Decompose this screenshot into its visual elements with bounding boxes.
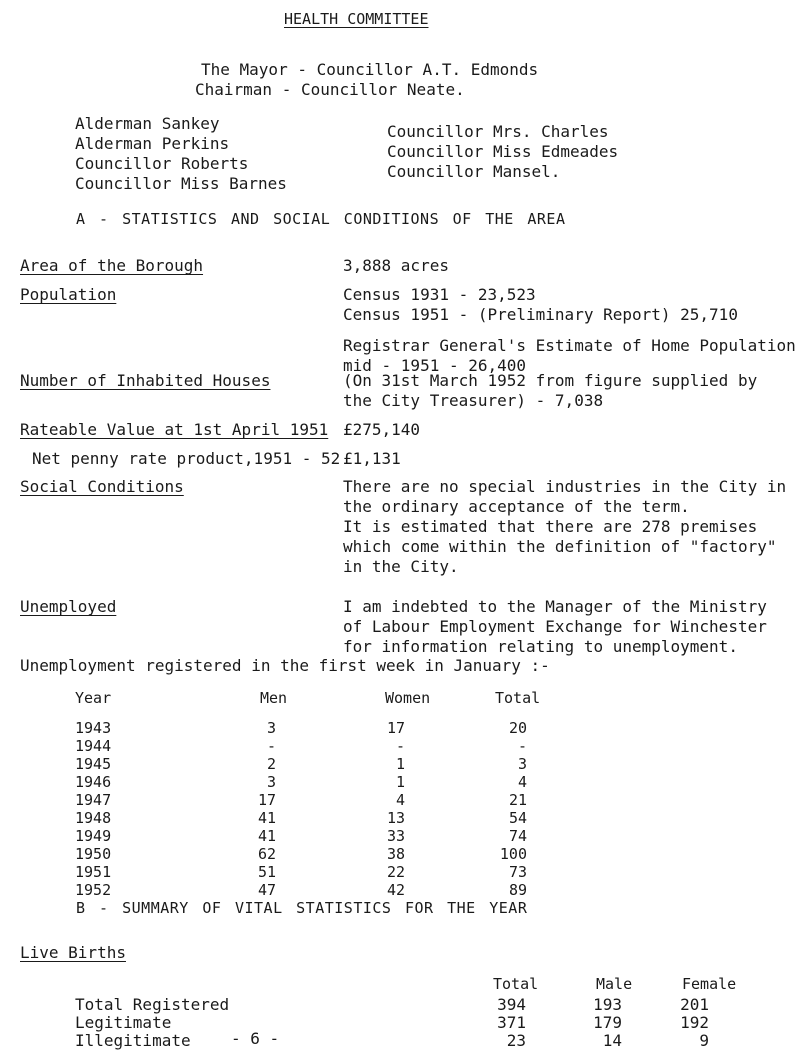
column-header: Men xyxy=(260,689,288,707)
houses-details xyxy=(343,371,757,411)
table-cell: 394 xyxy=(497,995,526,1014)
table-cell: 20 xyxy=(508,719,527,737)
social-line: It is estimated that there are 278 premises xyxy=(343,517,758,536)
population-line: Census 1951 - (Preliminary Report) 25,710 xyxy=(343,305,738,324)
table-cell: 54 xyxy=(508,809,527,827)
table-cell: 47 xyxy=(257,881,276,899)
table-cell: 1952 xyxy=(75,881,112,899)
penny-rate-label: Net penny rate product,1951 - 52 xyxy=(32,449,341,468)
population-line: Registrar General's Estimate of Home Population xyxy=(343,336,796,355)
column-header: Male xyxy=(596,975,633,993)
table-cell: 42 xyxy=(386,881,405,899)
member-name: Alderman Sankey xyxy=(75,114,220,133)
rateable-label: Rateable Value at 1st April 1951 xyxy=(20,420,329,439)
area-value: 3,888 acres xyxy=(343,256,449,275)
unemployed-details xyxy=(343,597,767,657)
table-cell: 1 xyxy=(395,773,405,791)
table-cell: 371 xyxy=(497,1013,526,1032)
table-header-row xyxy=(0,689,801,719)
social-details xyxy=(343,477,786,577)
table-cell: 38 xyxy=(386,845,405,863)
table-cell: 33 xyxy=(386,827,405,845)
unemployment-intro: Unemployment registered in the first week in January :- xyxy=(20,656,550,675)
members-left-list xyxy=(75,114,287,194)
table-cell: 100 xyxy=(499,845,527,863)
member-name: Councillor Mansel. xyxy=(387,162,561,181)
rateable-value: £275,140 xyxy=(343,420,421,439)
table-cell: 21 xyxy=(508,791,527,809)
table-cell: 17 xyxy=(386,719,405,737)
table-cell: 1950 xyxy=(75,845,112,863)
unemployed-label: Unemployed xyxy=(20,597,117,616)
table-cell: 179 xyxy=(593,1013,622,1032)
table-cell: 2 xyxy=(266,755,276,773)
table-cell: 1 xyxy=(395,755,405,773)
table-cell: 3 xyxy=(266,773,276,791)
column-header: Total xyxy=(493,975,539,993)
table-row xyxy=(0,845,801,863)
member-name: Councillor Miss Barnes xyxy=(75,174,287,193)
column-header: Total xyxy=(495,689,541,707)
member-name: Councillor Mrs. Charles xyxy=(387,122,609,141)
table-cell: 22 xyxy=(386,863,405,881)
table-cell: 51 xyxy=(257,863,276,881)
page-title: HEALTH COMMITTEE xyxy=(284,10,429,28)
table-cell: 89 xyxy=(508,881,527,899)
table-cell: - xyxy=(395,737,405,755)
table-cell: 193 xyxy=(593,995,622,1014)
table-cell: 1949 xyxy=(75,827,112,845)
table-cell: 1951 xyxy=(75,863,112,881)
table-row xyxy=(0,1031,801,1049)
row-label: Illegitimate xyxy=(75,1031,191,1050)
table-cell: 23 xyxy=(506,1031,526,1050)
mayor-line: The Mayor - Councillor A.T. Edmonds xyxy=(201,60,539,79)
table-header-row xyxy=(0,975,801,995)
table-cell: 41 xyxy=(257,809,276,827)
unemployment-table xyxy=(0,689,801,899)
live-births-label: Live Births xyxy=(20,943,126,962)
row-label: Total Registered xyxy=(75,995,230,1014)
member-name: Alderman Perkins xyxy=(75,134,230,153)
members-right-list xyxy=(387,122,618,182)
social-line: which come within the definition of "factory" xyxy=(343,537,777,556)
page-number: - 6 - xyxy=(231,1029,280,1048)
table-cell: 3 xyxy=(266,719,276,737)
penny-rate-value: £1,131 xyxy=(343,449,401,468)
table-row xyxy=(0,863,801,881)
population-details xyxy=(343,285,796,376)
table-cell: 1943 xyxy=(75,719,112,737)
social-label: Social Conditions xyxy=(20,477,184,496)
social-line: the ordinary acceptance of the term. xyxy=(343,497,690,516)
member-name: Councillor Roberts xyxy=(75,154,249,173)
social-line: in the City. xyxy=(343,557,459,576)
table-row xyxy=(0,773,801,791)
area-label: Area of the Borough xyxy=(20,256,204,275)
table-row xyxy=(0,1013,801,1031)
table-cell: 14 xyxy=(602,1031,622,1050)
population-label: Population xyxy=(20,285,117,304)
table-cell: 9 xyxy=(699,1031,709,1050)
live-births-table xyxy=(0,975,801,1049)
table-cell: 4 xyxy=(395,791,405,809)
section-a-heading: A - STATISTICS AND SOCIAL CONDITIONS OF THE AREA xyxy=(76,210,566,228)
table-cell: 1945 xyxy=(75,755,112,773)
table-row xyxy=(0,719,801,737)
table-row xyxy=(0,809,801,827)
table-row xyxy=(0,995,801,1013)
member-name: Councillor Miss Edmeades xyxy=(387,142,619,161)
houses-line: the City Treasurer) - 7,038 xyxy=(343,391,604,410)
unemployed-line: I am indebted to the Manager of the Ministry xyxy=(343,597,767,616)
row-label: Legitimate xyxy=(75,1013,172,1032)
chairman-line: Chairman - Councillor Neate. xyxy=(195,80,465,99)
table-cell: 74 xyxy=(508,827,527,845)
table-row xyxy=(0,881,801,899)
unemployed-line: for information relating to unemployment. xyxy=(343,637,738,656)
population-line: mid - 1951 - 26,400 xyxy=(343,356,527,375)
table-cell: 73 xyxy=(508,863,527,881)
table-cell: 3 xyxy=(517,755,527,773)
table-cell: 1947 xyxy=(75,791,112,809)
column-header: Female xyxy=(682,975,737,993)
houses-label: Number of Inhabited Houses xyxy=(20,371,271,390)
section-b-heading: B - SUMMARY OF VITAL STATISTICS FOR THE YEAR xyxy=(76,899,528,917)
table-cell: 1944 xyxy=(75,737,112,755)
table-cell: 41 xyxy=(257,827,276,845)
population-line: Census 1931 - 23,523 xyxy=(343,285,536,304)
table-row xyxy=(0,737,801,755)
unemployed-line: of Labour Employment Exchange for Winchester xyxy=(343,617,767,636)
table-cell: 62 xyxy=(257,845,276,863)
column-header: Women xyxy=(385,689,431,707)
table-cell: 13 xyxy=(386,809,405,827)
table-cell: 192 xyxy=(680,1013,709,1032)
table-cell: 1948 xyxy=(75,809,112,827)
table-cell: 201 xyxy=(680,995,709,1014)
table-cell: 1946 xyxy=(75,773,112,791)
houses-line: (On 31st March 1952 from figure supplied by xyxy=(343,371,758,390)
table-row xyxy=(0,791,801,809)
column-header: Year xyxy=(75,689,112,707)
table-cell: - xyxy=(266,737,276,755)
table-cell: - xyxy=(517,737,527,755)
table-row xyxy=(0,827,801,845)
table-cell: 17 xyxy=(257,791,276,809)
social-line: There are no special industries in the City in xyxy=(343,477,787,496)
table-cell: 4 xyxy=(517,773,527,791)
table-row xyxy=(0,755,801,773)
